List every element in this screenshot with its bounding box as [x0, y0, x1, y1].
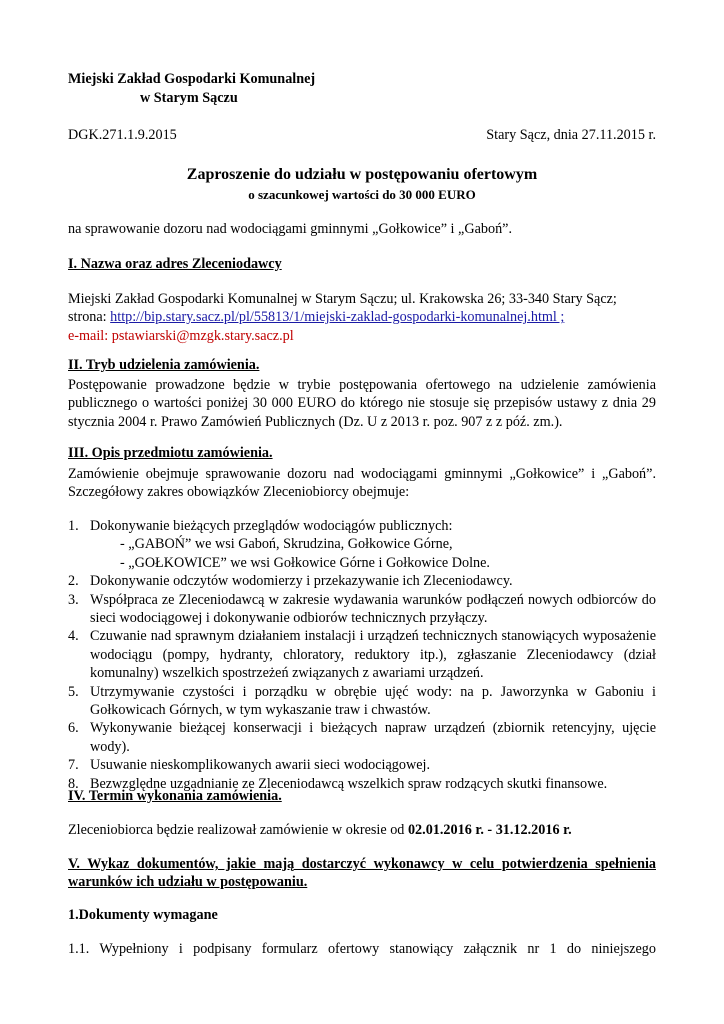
document-subtitle: o szacunkowej wartości do 30 000 EURO: [248, 187, 476, 202]
section-2-heading: II. Tryb udzielenia zamówienia.: [68, 357, 260, 373]
org-name-line1: Miejski Zakład Gospodarki Komunalnej: [68, 71, 316, 87]
document-title: Zaproszenie do udziału w postępowaniu ofertowym: [186, 166, 538, 183]
list-item: 2. Dokonywanie odczytów wodomierzy i przekazywanie ich Zleceniodawcy.: [68, 573, 513, 590]
website-label: strona:: [68, 309, 107, 326]
contract-period: 02.01.2016 r. - 31.12.2016 r.: [407, 822, 572, 838]
list-item: 8. Bezwzględne uzgadnianie ze Zleceniodawcą wszelkich spraw rodzących skutki finansowe.: [68, 775, 608, 792]
duties-list: [68, 517, 656, 793]
website-line: [68, 308, 656, 326]
list-item: 1. Dokonywanie bieżących przeglądów wodociągów publicznych: - „GABOŃ” we wsi Gaboń, Skrudzina, Gołkowice Górne, - „GOŁKOWICE” we wsi Gołkowice Górne i Gołkowice Dolne.: [68, 517, 656, 572]
intro-text: na sprawowanie dozoru nad wodociągami gminnymi „Gołkowice” i „Gaboń”.: [68, 221, 513, 237]
sub-item: - „GABOŃ” we wsi Gaboń, Skrudzina, Gołkowice Górne,: [120, 536, 453, 553]
section-5-heading: V. Wykaz dokumentów, jakie mają dostarczyć wykonawcy w celu potwierdzenia spełnienia warunków ich udziału w postępowaniu.: [68, 856, 656, 891]
section-4-heading: IV. Termin wykonania zamówienia.: [68, 788, 282, 804]
list-item: 6. Wykonywanie bieżącej konserwacji i bieżących napraw urządzeń (zbiornik retencyjny, ujęcie wody).: [68, 720, 656, 755]
section-1-body: [68, 290, 656, 345]
section-5-subheading: 1.Dokumenty wymagane: [68, 907, 218, 923]
sub-item: - „GOŁKOWICE” we wsi Gołkowice Górne i Gołkowice Dolne.: [120, 554, 490, 571]
org-name-line2: w Starym Sączu: [140, 90, 238, 106]
section-1-heading: I. Nazwa oraz adres Zleceniodawcy: [68, 256, 282, 272]
section-3-heading: III. Opis przedmiotu zamówienia.: [68, 445, 273, 461]
list-item: 7. Usuwanie nieskomplikowanych awarii sieci wodociągowej.: [68, 757, 431, 774]
reference-row: [68, 126, 656, 144]
email-line[interactable]: e-mail: pstawiarski@mzgk.stary.sacz.pl: [68, 327, 294, 344]
section-2-text: Postępowanie prowadzone będzie w trybie postępowania ofertowego na udzielenie zamówienia publicznego o wartości poniżej 30 000 EURO do którego nie stosuje się przepisów ustawy z dnia 29 stycznia 2004 r. Prawo Zamówień Publicznych (Dz. U z 2013 r. poz. 907 z z póź. zm.).: [68, 377, 656, 430]
section-3-text: Zamówienie obejmuje sprawowanie dozoru nad wodociągami gminnymi „Gołkowice” i „Gaboń”. Szczegółowy zakres obowiązków Zleceniobiorcy obejmuje:: [68, 466, 656, 501]
website-link[interactable]: http://bip.stary.sacz.pl/pl/55813/1/miejski-zaklad-gospodarki-komunalnej.html ;: [110, 309, 565, 326]
list-item: 3. Współpraca ze Zleceniodawcą w zakresie wydawania warunków podłączeń nowych odbiorców do sieci wodociągowej i dokonywanie odbiorów technicznych przyłączy.: [68, 591, 656, 627]
list-item: 5. Utrzymywanie czystości i porządku w obrębie ujęć wody: na p. Jaworzynka w Gaboniu i Gołkowicach Górnych, w tym wykaszanie traw i chwastów.: [68, 683, 656, 719]
section-4-text: Zleceniobiorca będzie realizował zamówienie w okresie od 02.01.2016 r. - 31.12.2016 r.: [68, 822, 572, 838]
reference-number: DGK.271.1.9.2015: [68, 127, 177, 143]
contractor-address: Miejski Zakład Gospodarki Komunalnej w Starym Sączu; ul. Krakowska 26; 33-340 Stary Sącz;: [68, 291, 617, 307]
list-item: 4. Czuwanie nad sprawnym działaniem instalacji i urządzeń technicznych stanowiących wyposażenie wodociągu (pompy, hydranty, chloratory, reduktory itp.), zgłaszanie Zleceniodawcy (dział komunalny) wszelkich spostrzeżeń związanych z awariami urządzeń.: [68, 628, 656, 682]
place-date: Stary Sącz, dnia 27.11.2015 r.: [486, 127, 656, 143]
section-5-item-1-1: 1.1. Wypełniony i podpisany formularz ofertowy stanowiący załącznik nr 1 do niniejszego: [68, 941, 656, 957]
